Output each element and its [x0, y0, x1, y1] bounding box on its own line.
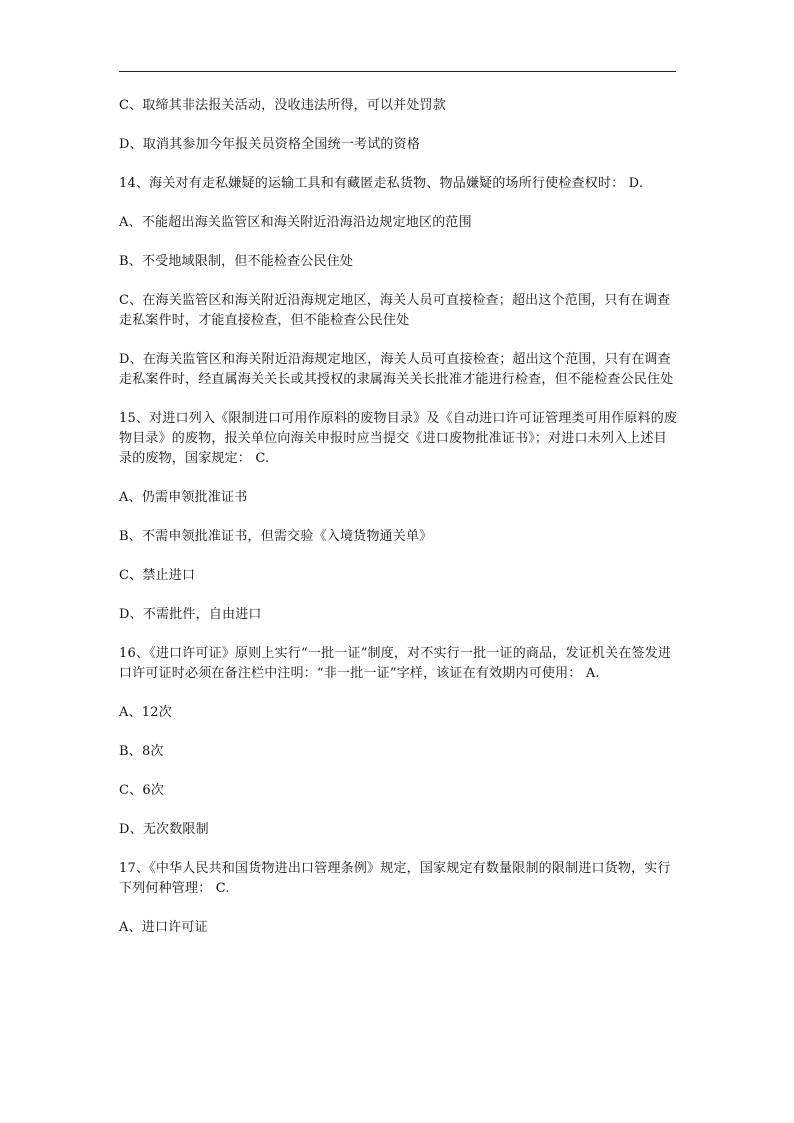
document-body: [119, 96, 679, 957]
option-b-q14: B、不受地域限制，但不能检查公民住处: [119, 254, 354, 269]
option-d-q14: D、在海关监管区和海关附近沿海规定地区，海关人员可直接检查；超出这个范围，只有在调查走私案件时，经直属海关关长或其授权的隶属海关关长批准才能进行检查，但不能检查公民住处: [119, 352, 674, 387]
option-a-q14: A、不能超出海关监管区和海关附近沿海沿边规定地区的范围: [119, 215, 472, 230]
question-15: 15、对进口列入《限制进口可用作原料的废物目录》及《自动进口许可证管理类可用作原料的废物目录》的废物，报关单位向海关申报时应当提交《进口废物批准证书》；对进口未列入上述目录的废物，国家规定： C.: [119, 411, 678, 466]
option-c-q15: C、禁止进口: [119, 568, 196, 583]
option-d-q16: D、无次数限制: [119, 822, 209, 837]
option-d-q13: D、取消其参加今年报关员资格全国统一考试的资格: [119, 137, 421, 152]
option-a-q17: A、进口许可证: [119, 920, 208, 935]
option-d-q15: D、不需批件，自由进口: [119, 607, 262, 622]
option-b-q16: B、8次: [119, 744, 164, 759]
question-14: 14、海关对有走私嫌疑的运输工具和有藏匿走私货物、物品嫌疑的场所行使检查权时： D.: [119, 176, 644, 191]
option-a-q15: A、仍需申领批准证书: [119, 490, 248, 505]
header-rule: [119, 71, 676, 72]
question-17: 17、《中华人民共和国货物进出口管理条例》规定，国家规定有数量限制的限制进口货物，实行下列何种管理： C.: [119, 861, 671, 896]
option-a-q16: A、12次: [119, 705, 172, 720]
option-c-q13: C、取缔其非法报关活动，没收违法所得，可以并处罚款: [119, 98, 446, 113]
option-c-q14: C、在海关监管区和海关附近沿海规定地区，海关人员可直接检查；超出这个范围，只有在调查走私案件时，才能直接检查，但不能检查公民住处: [119, 293, 671, 328]
question-16: 16、《进口许可证》原则上实行“一批一证”制度，对不实行一批一证的商品，发证机关在签发进口许可证时必须在备注栏中注明：“非一批一证”字样，该证在有效期内可使用： A.: [119, 646, 672, 681]
option-b-q15: B、不需申领批准证书，但需交验《入境货物通关单》: [119, 529, 433, 544]
option-c-q16: C、6次: [119, 783, 165, 798]
